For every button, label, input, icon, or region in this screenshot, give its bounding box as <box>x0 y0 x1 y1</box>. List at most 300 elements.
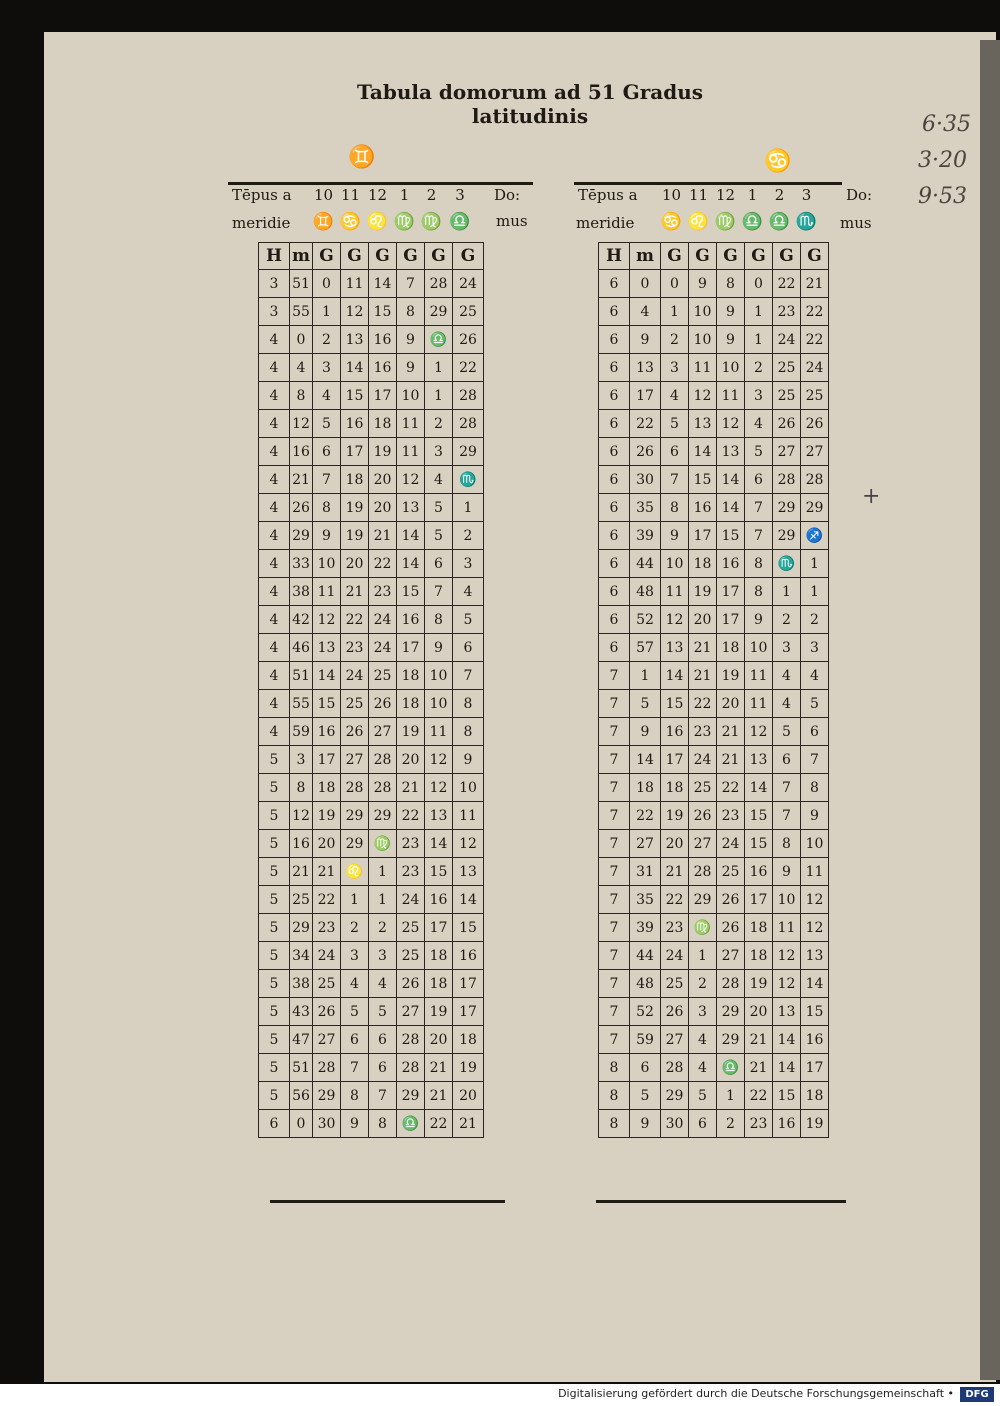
table-cell: 13 <box>661 634 689 662</box>
table-cell: 2 <box>661 326 689 354</box>
table-cell: 7 <box>599 718 630 746</box>
table-cell: 13 <box>453 858 484 886</box>
dfg-logo: DFG <box>960 1387 994 1402</box>
table-cell: 22 <box>313 886 341 914</box>
house-number: 12 <box>367 186 388 204</box>
table-cell: 2 <box>425 410 453 438</box>
table-cell: 6 <box>259 1110 290 1138</box>
table-cell: 29 <box>773 494 801 522</box>
table-cell: 5 <box>801 690 829 718</box>
table-cell: 17 <box>425 914 453 942</box>
houses-table-left <box>258 242 484 1138</box>
table-cell: 38 <box>290 970 313 998</box>
table-cell: 3 <box>661 354 689 382</box>
table-cell: 5 <box>453 606 484 634</box>
table-cell: 6 <box>773 746 801 774</box>
table-cell: 9 <box>630 326 661 354</box>
table-cell: 1 <box>801 578 829 606</box>
table-cell: 18 <box>745 914 773 942</box>
house-number: 10 <box>313 186 334 204</box>
table-cell: 8 <box>745 550 773 578</box>
table-cell: 7 <box>773 774 801 802</box>
table-cell: 8 <box>313 494 341 522</box>
table-cell: 6 <box>453 634 484 662</box>
footer-rule <box>596 1200 846 1203</box>
table-cell: 26 <box>397 970 425 998</box>
table-row <box>259 1110 484 1138</box>
table-cell: 0 <box>745 270 773 298</box>
table-cell: 29 <box>661 1082 689 1110</box>
table-cell: 59 <box>630 1026 661 1054</box>
table-cell: 6 <box>599 410 630 438</box>
table-cell: 17 <box>801 1054 829 1082</box>
table-cell: 20 <box>397 746 425 774</box>
table-cell: 6 <box>599 298 630 326</box>
table-cell: 12 <box>313 606 341 634</box>
table-cell: ♌ <box>341 858 369 886</box>
table-cell: 4 <box>453 578 484 606</box>
table-cell: 25 <box>397 942 425 970</box>
house-sign-icon: ♍ <box>420 212 443 232</box>
table-cell: 19 <box>313 802 341 830</box>
table-cell: 20 <box>745 998 773 1026</box>
table-cell: 8 <box>599 1082 630 1110</box>
unit-cell: G <box>717 243 745 270</box>
table-cell: 21 <box>689 634 717 662</box>
house-sign-icon: ♍ <box>714 212 737 232</box>
table-cell: 11 <box>313 578 341 606</box>
table-cell: 25 <box>717 858 745 886</box>
table-cell: 4 <box>745 410 773 438</box>
table-cell: 5 <box>259 914 290 942</box>
house-number: 1 <box>747 186 758 204</box>
table-cell: 0 <box>290 1110 313 1138</box>
unit-cell: G <box>661 243 689 270</box>
table-cell: 8 <box>801 774 829 802</box>
table-row <box>259 1082 484 1110</box>
table-cell: 7 <box>773 802 801 830</box>
table-cell: 21 <box>369 522 397 550</box>
table-cell: 8 <box>369 1110 397 1138</box>
table-cell: 7 <box>425 578 453 606</box>
table-cell: ♎ <box>425 326 453 354</box>
table-cell: 15 <box>717 522 745 550</box>
table-cell: 12 <box>801 914 829 942</box>
table-cell: 19 <box>717 662 745 690</box>
handwritten-note: 3·20 <box>918 148 967 173</box>
table-cell: 18 <box>369 410 397 438</box>
table-cell: 14 <box>630 746 661 774</box>
table-cell: 47 <box>290 1026 313 1054</box>
table-cell: 4 <box>425 466 453 494</box>
table-cell: 14 <box>313 662 341 690</box>
table-cell: 17 <box>717 606 745 634</box>
table-cell: 16 <box>661 718 689 746</box>
table-row <box>599 1110 829 1138</box>
table-cell: 17 <box>369 382 397 410</box>
table-cell: 21 <box>290 466 313 494</box>
table-cell: 17 <box>453 998 484 1026</box>
table-cell: 2 <box>313 326 341 354</box>
table-cell: 10 <box>773 886 801 914</box>
table-cell: 28 <box>369 746 397 774</box>
table-cell: 5 <box>259 998 290 1026</box>
table-cell: 4 <box>259 438 290 466</box>
table-cell: 2 <box>341 914 369 942</box>
table-cell: ♍ <box>369 830 397 858</box>
table-cell: 6 <box>599 326 630 354</box>
table-cell: 12 <box>773 942 801 970</box>
table-row <box>259 354 484 382</box>
table-cell: 26 <box>630 438 661 466</box>
table-cell: 22 <box>453 354 484 382</box>
table-cell: 5 <box>259 942 290 970</box>
table-cell: 6 <box>661 438 689 466</box>
table-cell: 28 <box>453 382 484 410</box>
table-row <box>259 522 484 550</box>
table-cell: 9 <box>341 1110 369 1138</box>
table-cell: 17 <box>745 886 773 914</box>
table-cell: 14 <box>425 830 453 858</box>
table-cell: 4 <box>773 690 801 718</box>
table-row <box>599 942 829 970</box>
table-cell: 4 <box>259 550 290 578</box>
table-cell: 6 <box>599 606 630 634</box>
table-cell: 6 <box>745 466 773 494</box>
table-cell: 24 <box>453 270 484 298</box>
table-cell: 8 <box>425 606 453 634</box>
house-number: 3 <box>455 186 465 204</box>
table-cell: 16 <box>397 606 425 634</box>
table-cell: 6 <box>599 438 630 466</box>
domus-header: Do: <box>494 186 521 204</box>
table-cell: 29 <box>341 830 369 858</box>
table-cell: 21 <box>425 1082 453 1110</box>
table-cell: 4 <box>259 690 290 718</box>
table-cell: 23 <box>313 914 341 942</box>
table-cell: 6 <box>369 1026 397 1054</box>
table-cell: 4 <box>259 354 290 382</box>
table-cell: 10 <box>425 662 453 690</box>
table-cell: 22 <box>745 1082 773 1110</box>
table-row <box>259 438 484 466</box>
table-cell: 6 <box>341 1026 369 1054</box>
table-cell: 21 <box>689 662 717 690</box>
table-cell: 21 <box>801 270 829 298</box>
table-cell: 16 <box>453 942 484 970</box>
table-cell: 24 <box>661 942 689 970</box>
table-cell: 15 <box>689 466 717 494</box>
table-cell: 7 <box>599 802 630 830</box>
table-cell: 22 <box>397 802 425 830</box>
table-cell: 1 <box>745 298 773 326</box>
table-cell: 6 <box>599 382 630 410</box>
table-cell: 16 <box>717 550 745 578</box>
table-cell: 16 <box>369 326 397 354</box>
table-cell: ♏ <box>453 466 484 494</box>
table-cell: 33 <box>290 550 313 578</box>
table-cell: ♐ <box>801 522 829 550</box>
table-cell: 9 <box>717 326 745 354</box>
table-row <box>599 858 829 886</box>
table-cell: 20 <box>661 830 689 858</box>
table-cell: 12 <box>341 298 369 326</box>
header-rule <box>228 182 533 185</box>
table-cell: 10 <box>313 550 341 578</box>
table-cell: 12 <box>689 382 717 410</box>
table-cell: 28 <box>397 1054 425 1082</box>
table-row <box>599 298 829 326</box>
table-cell: 28 <box>369 774 397 802</box>
table-cell: 28 <box>313 1054 341 1082</box>
table-cell: 18 <box>397 662 425 690</box>
table-cell: 22 <box>630 410 661 438</box>
table-cell: 1 <box>773 578 801 606</box>
table-cell: 59 <box>290 718 313 746</box>
table-cell: 8 <box>599 1110 630 1138</box>
table-cell: 26 <box>369 690 397 718</box>
table-row <box>259 1054 484 1082</box>
table-cell: 4 <box>259 578 290 606</box>
table-cell: 12 <box>397 466 425 494</box>
table-cell: 3 <box>745 382 773 410</box>
table-cell: 14 <box>773 1026 801 1054</box>
table-cell: 4 <box>259 466 290 494</box>
table-cell: 5 <box>745 438 773 466</box>
table-cell: 7 <box>599 662 630 690</box>
table-cell: 7 <box>453 662 484 690</box>
table-cell: 6 <box>425 550 453 578</box>
table-cell: 6 <box>599 270 630 298</box>
table-cell: 5 <box>425 494 453 522</box>
table-cell: 14 <box>369 270 397 298</box>
table-cell: 17 <box>661 746 689 774</box>
table-cell: 56 <box>290 1082 313 1110</box>
table-row <box>259 998 484 1026</box>
table-row <box>599 634 829 662</box>
table-cell: 20 <box>689 606 717 634</box>
tempus-header: Tēpus a <box>232 186 292 204</box>
table-cell: 27 <box>717 942 745 970</box>
table-cell: 57 <box>630 634 661 662</box>
house-sign-icon: ♏ <box>795 212 818 232</box>
table-cell: 24 <box>313 942 341 970</box>
table-cell: 1 <box>717 1082 745 1110</box>
table-cell: 18 <box>425 942 453 970</box>
table-cell: 4 <box>259 522 290 550</box>
table-cell: 4 <box>341 970 369 998</box>
table-cell: 5 <box>630 1082 661 1110</box>
table-cell: 7 <box>599 970 630 998</box>
table-cell: 16 <box>290 830 313 858</box>
table-cell: 9 <box>745 606 773 634</box>
table-row <box>599 410 829 438</box>
table-cell: 24 <box>689 746 717 774</box>
table-cell: 1 <box>425 354 453 382</box>
table-cell: 29 <box>290 522 313 550</box>
table-cell: 9 <box>661 522 689 550</box>
unit-cell: G <box>425 243 453 270</box>
table-cell: 25 <box>689 774 717 802</box>
table-row <box>599 662 829 690</box>
page-title: Tabula domorum ad 51 Gradus latitudinis <box>356 80 704 128</box>
table-cell: 13 <box>745 746 773 774</box>
table-cell: 27 <box>313 1026 341 1054</box>
unit-cell: G <box>773 243 801 270</box>
table-cell: 6 <box>801 718 829 746</box>
table-cell: 5 <box>259 1082 290 1110</box>
table-cell: 1 <box>801 550 829 578</box>
table-row <box>259 494 484 522</box>
table-cell: 6 <box>599 634 630 662</box>
table-cell: 29 <box>290 914 313 942</box>
unit-cell: G <box>745 243 773 270</box>
table-cell: 25 <box>290 886 313 914</box>
table-cell: 19 <box>801 1110 829 1138</box>
house-number: 2 <box>774 186 785 204</box>
table-cell: 22 <box>773 270 801 298</box>
table-cell: 16 <box>689 494 717 522</box>
handwritten-note: 9·53 <box>918 184 967 209</box>
table-row <box>599 970 829 998</box>
table-cell: ♎ <box>397 1110 425 1138</box>
table-cell: 17 <box>397 634 425 662</box>
table-cell: 22 <box>425 1110 453 1138</box>
house-sign-icon: ♎ <box>449 212 471 232</box>
meridie-header: meridie <box>232 214 291 232</box>
table-row <box>599 718 829 746</box>
table-row <box>599 438 829 466</box>
table-cell: 7 <box>745 522 773 550</box>
table-cell: 1 <box>453 494 484 522</box>
table-cell: 1 <box>661 298 689 326</box>
footer-text: Digitalisierung gefördert durch die Deutsche Forschungsgemeinschaft • <box>558 1387 954 1400</box>
table-cell: 9 <box>630 1110 661 1138</box>
table-row <box>259 550 484 578</box>
table-cell: 25 <box>369 662 397 690</box>
table-cell: 3 <box>689 998 717 1026</box>
table-cell: 17 <box>313 746 341 774</box>
unit-cell: G <box>397 243 425 270</box>
table-row <box>259 970 484 998</box>
table-cell: 51 <box>290 1054 313 1082</box>
table-cell: 9 <box>313 522 341 550</box>
table-cell: 21 <box>453 1110 484 1138</box>
table-cell: 44 <box>630 942 661 970</box>
table-cell: 8 <box>745 578 773 606</box>
table-cell: 18 <box>745 942 773 970</box>
table-cell: 15 <box>313 690 341 718</box>
table-cell: 17 <box>630 382 661 410</box>
table-cell: 14 <box>773 1054 801 1082</box>
table-cell: 3 <box>425 438 453 466</box>
table-cell: 9 <box>425 634 453 662</box>
table-cell: 11 <box>425 718 453 746</box>
table-cell: 26 <box>689 802 717 830</box>
table-cell: 28 <box>661 1054 689 1082</box>
table-cell: 13 <box>397 494 425 522</box>
table-cell: 7 <box>341 1054 369 1082</box>
table-cell: 30 <box>313 1110 341 1138</box>
table-row <box>259 942 484 970</box>
table-cell: 12 <box>425 746 453 774</box>
table-cell: 24 <box>773 326 801 354</box>
table-cell: 4 <box>773 662 801 690</box>
table-cell: 16 <box>290 438 313 466</box>
table-cell: 23 <box>369 578 397 606</box>
table-cell: 21 <box>717 718 745 746</box>
table-cell: 30 <box>661 1110 689 1138</box>
footer-rule <box>270 1200 505 1203</box>
table-cell: 3 <box>773 634 801 662</box>
table-cell: 29 <box>453 438 484 466</box>
table-cell: 7 <box>313 466 341 494</box>
table-cell: 17 <box>717 578 745 606</box>
table-cell: 4 <box>259 326 290 354</box>
table-cell: 22 <box>801 326 829 354</box>
table-cell: 34 <box>290 942 313 970</box>
table-cell: 4 <box>290 354 313 382</box>
table-cell: 16 <box>341 410 369 438</box>
table-cell: 13 <box>313 634 341 662</box>
table-row <box>259 746 484 774</box>
table-cell: 24 <box>717 830 745 858</box>
table-cell: 28 <box>801 466 829 494</box>
unit-cell: G <box>453 243 484 270</box>
table-cell: 11 <box>689 354 717 382</box>
house-sign-icon: ♌ <box>687 212 710 232</box>
table-row <box>259 382 484 410</box>
table-cell: 25 <box>397 914 425 942</box>
table-cell: 8 <box>599 1054 630 1082</box>
table-cell: 0 <box>630 270 661 298</box>
table-cell: 15 <box>745 802 773 830</box>
table-row <box>599 774 829 802</box>
house-number: 3 <box>801 186 812 204</box>
table-cell: 7 <box>599 690 630 718</box>
table-row <box>259 410 484 438</box>
table-cell: 13 <box>341 326 369 354</box>
table-cell: 17 <box>453 970 484 998</box>
unit-cell: m <box>290 243 313 270</box>
table-cell: 14 <box>397 522 425 550</box>
table-cell: 7 <box>369 1082 397 1110</box>
table-cell: 25 <box>773 382 801 410</box>
table-cell: 14 <box>801 970 829 998</box>
table-cell: 18 <box>313 774 341 802</box>
table-cell: 7 <box>599 942 630 970</box>
table-cell: 13 <box>425 802 453 830</box>
table-cell: 6 <box>369 1054 397 1082</box>
table-cell: 26 <box>717 886 745 914</box>
house-sign-icon: ♎ <box>741 212 764 232</box>
table-row <box>259 578 484 606</box>
table-cell: 28 <box>425 270 453 298</box>
table-cell: 4 <box>259 634 290 662</box>
table-row <box>259 466 484 494</box>
table-cell: 8 <box>453 718 484 746</box>
table-cell: 7 <box>599 858 630 886</box>
table-row <box>259 830 484 858</box>
table-row <box>599 578 829 606</box>
table-row <box>259 802 484 830</box>
table-cell: 25 <box>341 690 369 718</box>
table-cell: 10 <box>717 354 745 382</box>
table-cell: 22 <box>369 550 397 578</box>
table-cell: 15 <box>773 1082 801 1110</box>
table-cell: 6 <box>599 578 630 606</box>
table-cell: 8 <box>290 382 313 410</box>
